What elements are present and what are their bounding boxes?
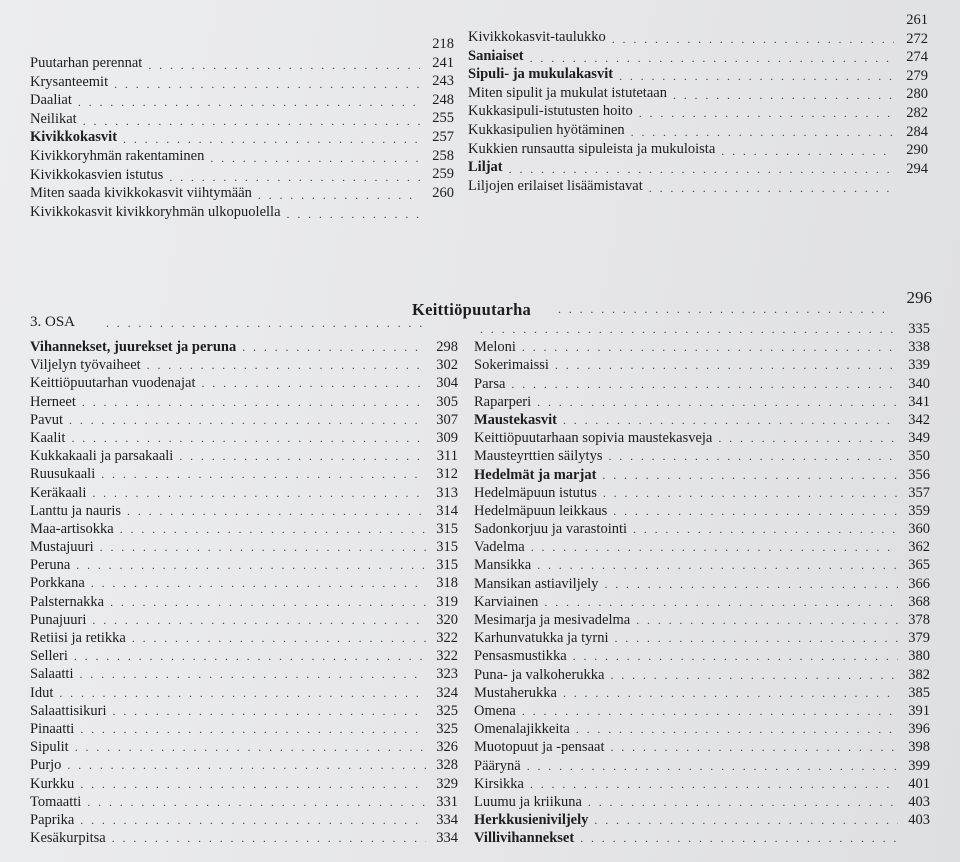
entry-page-number: 378 <box>908 612 930 628</box>
toc-entry <box>30 775 458 793</box>
entry-title: Mustaherukka <box>474 684 557 701</box>
entry-title: Pinaatti <box>30 720 75 737</box>
toc-entry <box>474 593 930 611</box>
entry-page-number: 398 <box>908 739 930 756</box>
toc-entry <box>474 393 930 411</box>
leader-dots <box>612 32 894 47</box>
entry-title: Kukkasipuli-istutusten hoito <box>468 103 633 120</box>
toc-entry <box>30 556 458 574</box>
leader-dots <box>179 447 426 465</box>
entry-title: Sadonkorjuu ja varastointi <box>474 521 628 538</box>
leader-dots <box>110 593 426 611</box>
entry-page-number: 305 <box>436 393 458 410</box>
leader-dots <box>74 647 426 665</box>
leader-dots <box>80 720 426 738</box>
entry-title: Kivikkokasvit-taulukko <box>468 29 606 45</box>
entry-page-number: 340 <box>908 375 930 392</box>
entry-title: Mausteyrttien säilytys <box>474 448 603 465</box>
entry-page-number: 282 <box>906 105 928 121</box>
toc-entry <box>474 556 930 574</box>
leader-dots <box>258 188 420 203</box>
entry-title: Liljojen erilaiset lisäämistavat <box>468 177 643 194</box>
entry-page-number: 255 <box>432 110 454 127</box>
entry-page-number: 272 <box>906 30 928 47</box>
entry-page-number: 284 <box>906 123 928 140</box>
entry-page-number: 312 <box>436 466 458 483</box>
leader-dots <box>59 684 426 702</box>
leader-dots <box>148 58 420 73</box>
toc-entry <box>474 757 930 775</box>
entry-page-number: 311 <box>436 448 458 465</box>
leader-dots <box>573 647 898 665</box>
leader-dots <box>210 151 420 166</box>
entry-title: Kukkasipulien hyötäminen <box>468 122 625 138</box>
leader-dots <box>147 356 426 374</box>
toc-entry <box>474 429 930 447</box>
toc-entry <box>30 702 458 720</box>
entry-title: Omena <box>474 702 516 719</box>
entry-title: Keittiöpuutarhaan sopivia maustekasveja <box>474 430 713 447</box>
entry-page-number: 320 <box>436 611 458 628</box>
toc-entry <box>30 611 458 629</box>
entry-page-number: 322 <box>436 648 458 665</box>
leader-dots <box>169 170 420 185</box>
entry-title: Salaattisikuri <box>30 702 107 719</box>
leader-dots <box>113 702 426 720</box>
toc-entry <box>474 466 930 484</box>
leader-dots <box>80 665 427 683</box>
entry-page-number: 280 <box>906 86 928 103</box>
leader-dots <box>132 629 426 647</box>
entry-title: Karhunvatukka ja tyrni <box>474 630 609 647</box>
leader-dots <box>287 207 420 222</box>
toc-entry <box>474 520 930 538</box>
entry-title: Pavut <box>30 411 64 428</box>
entry-title: Puutarhan perennat <box>30 55 143 71</box>
toc-entry <box>474 811 930 829</box>
entry-title: Paprika <box>30 811 75 828</box>
leader-dots <box>531 538 898 556</box>
entry-title: Sokerimaissi <box>474 357 549 374</box>
toc-entry <box>474 611 930 629</box>
entry-page-number: 258 <box>432 147 454 164</box>
toc-entry <box>30 793 458 811</box>
leader-dots <box>537 556 898 574</box>
toc-entry <box>474 320 930 338</box>
entry-title: Selleri <box>30 648 68 665</box>
entry-title: Punajuuri <box>30 611 87 628</box>
entry-title: Mesimarja ja mesivadelma <box>474 612 631 628</box>
entry-title: Kivikkoryhmän rakentaminen <box>30 148 205 164</box>
entry-title: Kurkku <box>30 775 75 792</box>
toc-entry <box>474 484 930 502</box>
entry-title: Hedelmäpuun istutus <box>474 484 597 501</box>
leader-dots <box>604 575 898 593</box>
toc-entry <box>474 702 930 720</box>
toc-entry <box>30 484 458 502</box>
entry-page-number: 335 <box>908 321 930 337</box>
leader-dots <box>588 793 898 811</box>
entry-page-number: 318 <box>436 575 458 592</box>
toc-entry <box>474 356 930 374</box>
entry-title: Raparperi <box>474 393 532 410</box>
entry-page-number: 366 <box>908 575 930 592</box>
entry-page-number: 342 <box>908 411 930 428</box>
entry-page-number: 323 <box>436 666 458 683</box>
leader-dots <box>67 756 426 774</box>
entry-title: Herneet <box>30 393 76 410</box>
toc-entry <box>474 411 930 429</box>
toc-entry <box>474 447 930 465</box>
entry-page-number: 290 <box>906 142 928 159</box>
entry-page-number: 322 <box>436 630 458 646</box>
entry-title: Salaatti <box>30 666 74 683</box>
toc-entry <box>474 684 930 702</box>
entry-page-number: 349 <box>908 430 930 447</box>
entry-page-number: 298 <box>436 339 458 355</box>
toc-entry <box>30 665 458 683</box>
entry-page-number: 385 <box>908 684 930 701</box>
entry-page-number: 313 <box>436 484 458 501</box>
entry-page-number: 359 <box>908 502 930 519</box>
entry-page-number: 279 <box>906 67 928 84</box>
entry-title: Miten sipulit ja mukulat istutetaan <box>468 84 667 101</box>
leader-dots <box>610 738 898 756</box>
entry-title: Sipuli- ja mukulakasvit <box>468 66 614 83</box>
toc-entry <box>30 429 458 447</box>
leader-dots <box>82 393 426 411</box>
leader-dots <box>106 316 424 331</box>
entry-title: Mansikka <box>474 557 532 574</box>
leader-dots <box>530 51 894 66</box>
leader-dots <box>649 181 894 196</box>
entry-page-number: 380 <box>908 648 930 665</box>
leader-dots <box>580 829 898 847</box>
entry-page-number: 324 <box>436 684 458 701</box>
entry-title: Daaliat <box>30 92 72 109</box>
entry-title: Sipulit <box>30 739 69 756</box>
entry-title: Kukkakaali ja parsakaali <box>30 448 174 465</box>
entry-page-number: 341 <box>908 393 930 410</box>
entry-title: Vihannekset, juurekset ja peruna <box>30 339 237 355</box>
entry-page-number: 357 <box>908 484 930 501</box>
leader-dots <box>87 793 426 811</box>
leader-dots <box>631 125 894 140</box>
entry-title: Hedelmäpuun leikkaus <box>474 502 608 519</box>
leader-dots <box>78 95 420 110</box>
entry-title: Kesäkurpitsa <box>30 830 106 847</box>
entry-title: Neilikat <box>30 110 77 127</box>
entry-page-number: 360 <box>908 521 930 538</box>
entry-title: Villivihannekset <box>474 830 575 847</box>
leader-dots <box>509 162 894 177</box>
leader-dots <box>619 69 894 84</box>
entry-title: Mustajuuri <box>30 539 94 556</box>
entry-title: Päärynä <box>474 757 521 774</box>
entry-title: Ruusukaali <box>30 466 96 483</box>
leader-dots <box>615 629 899 647</box>
entry-page-number: 315 <box>436 539 458 556</box>
leader-dots <box>127 502 426 520</box>
toc-bottom-right <box>474 320 930 847</box>
entry-title: Pensasmustikka <box>474 648 567 665</box>
toc-entry <box>30 684 458 702</box>
toc-entry <box>30 447 458 465</box>
entry-page-number: 261 <box>906 12 928 28</box>
leader-dots <box>114 77 420 92</box>
leader-dots <box>555 356 898 374</box>
leader-dots <box>80 811 426 829</box>
entry-page-number: 243 <box>432 73 454 90</box>
toc-entry <box>474 575 930 593</box>
entry-title: Omenalajikkeita <box>474 721 570 738</box>
leader-dots <box>613 502 898 520</box>
toc-entry <box>30 502 458 520</box>
leader-dots <box>120 520 426 538</box>
toc-entry <box>474 538 930 556</box>
entry-page-number: 403 <box>908 793 930 810</box>
leader-dots <box>83 114 420 129</box>
entry-page-number: 365 <box>908 557 930 574</box>
entry-page-number: 379 <box>908 630 930 647</box>
entry-page-number: 302 <box>436 357 458 374</box>
entry-title: Luumu ja kriikuna <box>474 793 582 810</box>
entry-title: Muotopuut ja -pensaat <box>474 739 605 756</box>
leader-dots <box>69 411 426 429</box>
entry-title: Kivikkokasvien istutus <box>30 166 164 183</box>
leader-dots <box>608 447 898 465</box>
entry-page-number: 319 <box>436 593 458 610</box>
entry-title: Viljelyn työvaiheet <box>30 357 141 374</box>
entry-page-number: 309 <box>436 429 458 446</box>
leader-dots <box>544 593 898 611</box>
entry-page-number: 248 <box>432 91 454 108</box>
toc-entry <box>30 738 458 756</box>
entry-page-number: 326 <box>436 739 458 756</box>
toc-entry <box>30 393 458 411</box>
toc-entry <box>30 647 458 665</box>
entry-page-number: 328 <box>436 757 458 774</box>
entry-title: Kivikkokasvit <box>30 129 118 146</box>
leader-dots <box>80 775 426 793</box>
entry-page-number: 362 <box>908 539 930 556</box>
leader-dots <box>673 88 894 103</box>
entry-page-number: 315 <box>436 520 458 537</box>
entry-page-number: 403 <box>908 812 930 829</box>
toc-entry <box>30 374 458 392</box>
entry-title: Keräkaali <box>30 484 87 501</box>
toc-entry <box>474 629 930 647</box>
entry-title: Saniaiset <box>468 47 524 64</box>
entry-page-number: 331 <box>436 793 458 810</box>
entry-page-number: 334 <box>436 811 458 828</box>
entry-title: Idut <box>30 684 54 701</box>
entry-page-number: 260 <box>432 184 454 201</box>
toc-entry <box>30 356 458 374</box>
toc-entry <box>30 829 458 847</box>
entry-title: Keittiöpuutarhan vuodenajat <box>30 375 196 392</box>
entry-page-number: 338 <box>908 339 930 356</box>
entry-title: Peruna <box>30 557 71 574</box>
leader-dots <box>563 411 898 429</box>
leader-dots <box>563 684 898 702</box>
leader-dots <box>603 484 898 502</box>
toc-entry <box>474 775 930 793</box>
entry-title: Kukkien runsautta sipuleista ja mukuloista <box>468 140 716 157</box>
leader-dots <box>480 320 898 338</box>
leader-dots <box>91 574 426 592</box>
entry-page-number: 315 <box>436 557 458 574</box>
leader-dots <box>92 611 426 629</box>
toc-entry <box>474 720 930 738</box>
entry-title: Maa-artisokka <box>30 520 114 537</box>
toc-entry <box>474 375 930 393</box>
leader-dots <box>101 465 426 483</box>
leader-dots <box>522 702 898 720</box>
entry-page-number: 274 <box>906 49 928 66</box>
leader-dots <box>636 611 898 629</box>
entry-page-number: 307 <box>436 411 458 428</box>
entry-title: Vadelma <box>474 539 525 556</box>
toc-entry <box>30 811 458 829</box>
toc-entry <box>30 465 458 483</box>
entry-title: Kivikkokasvit kivikkoryhmän ulkopuolella <box>30 203 281 220</box>
leader-dots <box>576 720 898 738</box>
entry-page-number: 325 <box>436 720 458 737</box>
leader-dots <box>511 375 898 393</box>
toc-entry <box>30 593 458 611</box>
toc-entry <box>30 574 458 592</box>
entry-title: Puna- ja valkoherukka <box>474 666 605 683</box>
toc-entry <box>474 793 930 811</box>
entry-title: Karviainen <box>474 593 539 610</box>
entry-page-number: 325 <box>436 702 458 719</box>
entry-page-number: 391 <box>908 702 930 719</box>
entry-title: Retiisi ja retikka <box>30 630 126 646</box>
leader-dots <box>537 393 898 411</box>
leader-dots <box>602 466 898 484</box>
entry-title: Tomaatti <box>30 793 82 810</box>
section-title: Keittiöpuutarha <box>412 300 532 319</box>
toc-entry <box>30 338 458 356</box>
leader-dots <box>639 106 894 121</box>
entry-page-number: 259 <box>432 166 454 183</box>
leader-dots <box>92 484 426 502</box>
leader-dots <box>594 811 898 829</box>
entry-page-number: 314 <box>436 502 458 519</box>
entry-title: Palsternakka <box>30 593 105 610</box>
entry-page-number: 339 <box>908 357 930 374</box>
section-label: 3. OSA <box>30 314 76 330</box>
entry-page-number: 399 <box>908 757 930 774</box>
entry-title: Miten saada kivikkokasvit viihtymään <box>30 185 252 202</box>
toc-entry <box>30 411 458 429</box>
entry-title: Parsa <box>474 375 506 392</box>
toc-entry <box>474 738 930 756</box>
leader-dots <box>123 132 420 147</box>
toc-entry <box>30 720 458 738</box>
entry-page-number: 401 <box>908 775 930 792</box>
leader-dots <box>718 429 898 447</box>
entry-page-number: 356 <box>908 466 930 483</box>
toc-entry <box>474 502 930 520</box>
leader-dots <box>522 338 898 356</box>
leader-dots <box>75 738 426 756</box>
entry-title: Purjo <box>30 757 62 774</box>
entry-page-number: 329 <box>436 775 458 792</box>
leader-dots <box>71 429 426 447</box>
entry-page-number: 218 <box>432 36 454 52</box>
entry-title: Porkkana <box>30 575 85 592</box>
leader-dots <box>558 302 884 317</box>
section-page-number: 296 <box>906 288 932 307</box>
entry-title: Lanttu ja nauris <box>30 502 122 519</box>
entry-title: Kirsikka <box>474 775 524 792</box>
entry-title: Herkkusieniviljely <box>474 812 589 829</box>
leader-dots <box>76 556 426 574</box>
toc-entry <box>30 756 458 774</box>
entry-page-number: 304 <box>436 375 458 392</box>
entry-title: Maustekasvit <box>474 411 557 428</box>
leader-dots <box>530 775 898 793</box>
entry-title: Krysanteemit <box>30 73 109 90</box>
leader-dots <box>633 520 898 538</box>
entry-page-number: 294 <box>906 160 928 177</box>
entry-title: Mansikan astiaviljely <box>474 575 599 592</box>
leader-dots <box>527 757 898 775</box>
entry-page-number: 350 <box>908 448 930 465</box>
leader-dots <box>202 374 427 392</box>
toc-entry <box>474 666 930 684</box>
entry-page-number: 334 <box>436 830 458 847</box>
entry-title: Kaalit <box>30 429 66 446</box>
toc-bottom-left <box>30 338 458 847</box>
leader-dots <box>112 829 426 847</box>
toc-entry <box>474 647 930 665</box>
entry-page-number: 368 <box>908 593 930 610</box>
entry-page-number: 382 <box>908 666 930 683</box>
leader-dots <box>721 144 894 159</box>
leader-dots <box>100 538 426 556</box>
entry-title: Meloni <box>474 339 516 356</box>
entry-title: Hedelmät ja marjat <box>474 466 597 483</box>
toc-entry <box>474 829 930 847</box>
toc-entry <box>30 629 458 647</box>
toc-entry <box>30 538 458 556</box>
entry-title: Liljat <box>468 159 503 176</box>
toc-entry <box>474 338 930 356</box>
leader-dots <box>242 338 426 356</box>
entry-page-number: 396 <box>908 721 930 738</box>
leader-dots <box>610 666 898 684</box>
toc-entry <box>30 520 458 538</box>
entry-page-number: 257 <box>432 129 454 145</box>
entry-page-number: 241 <box>432 54 454 71</box>
